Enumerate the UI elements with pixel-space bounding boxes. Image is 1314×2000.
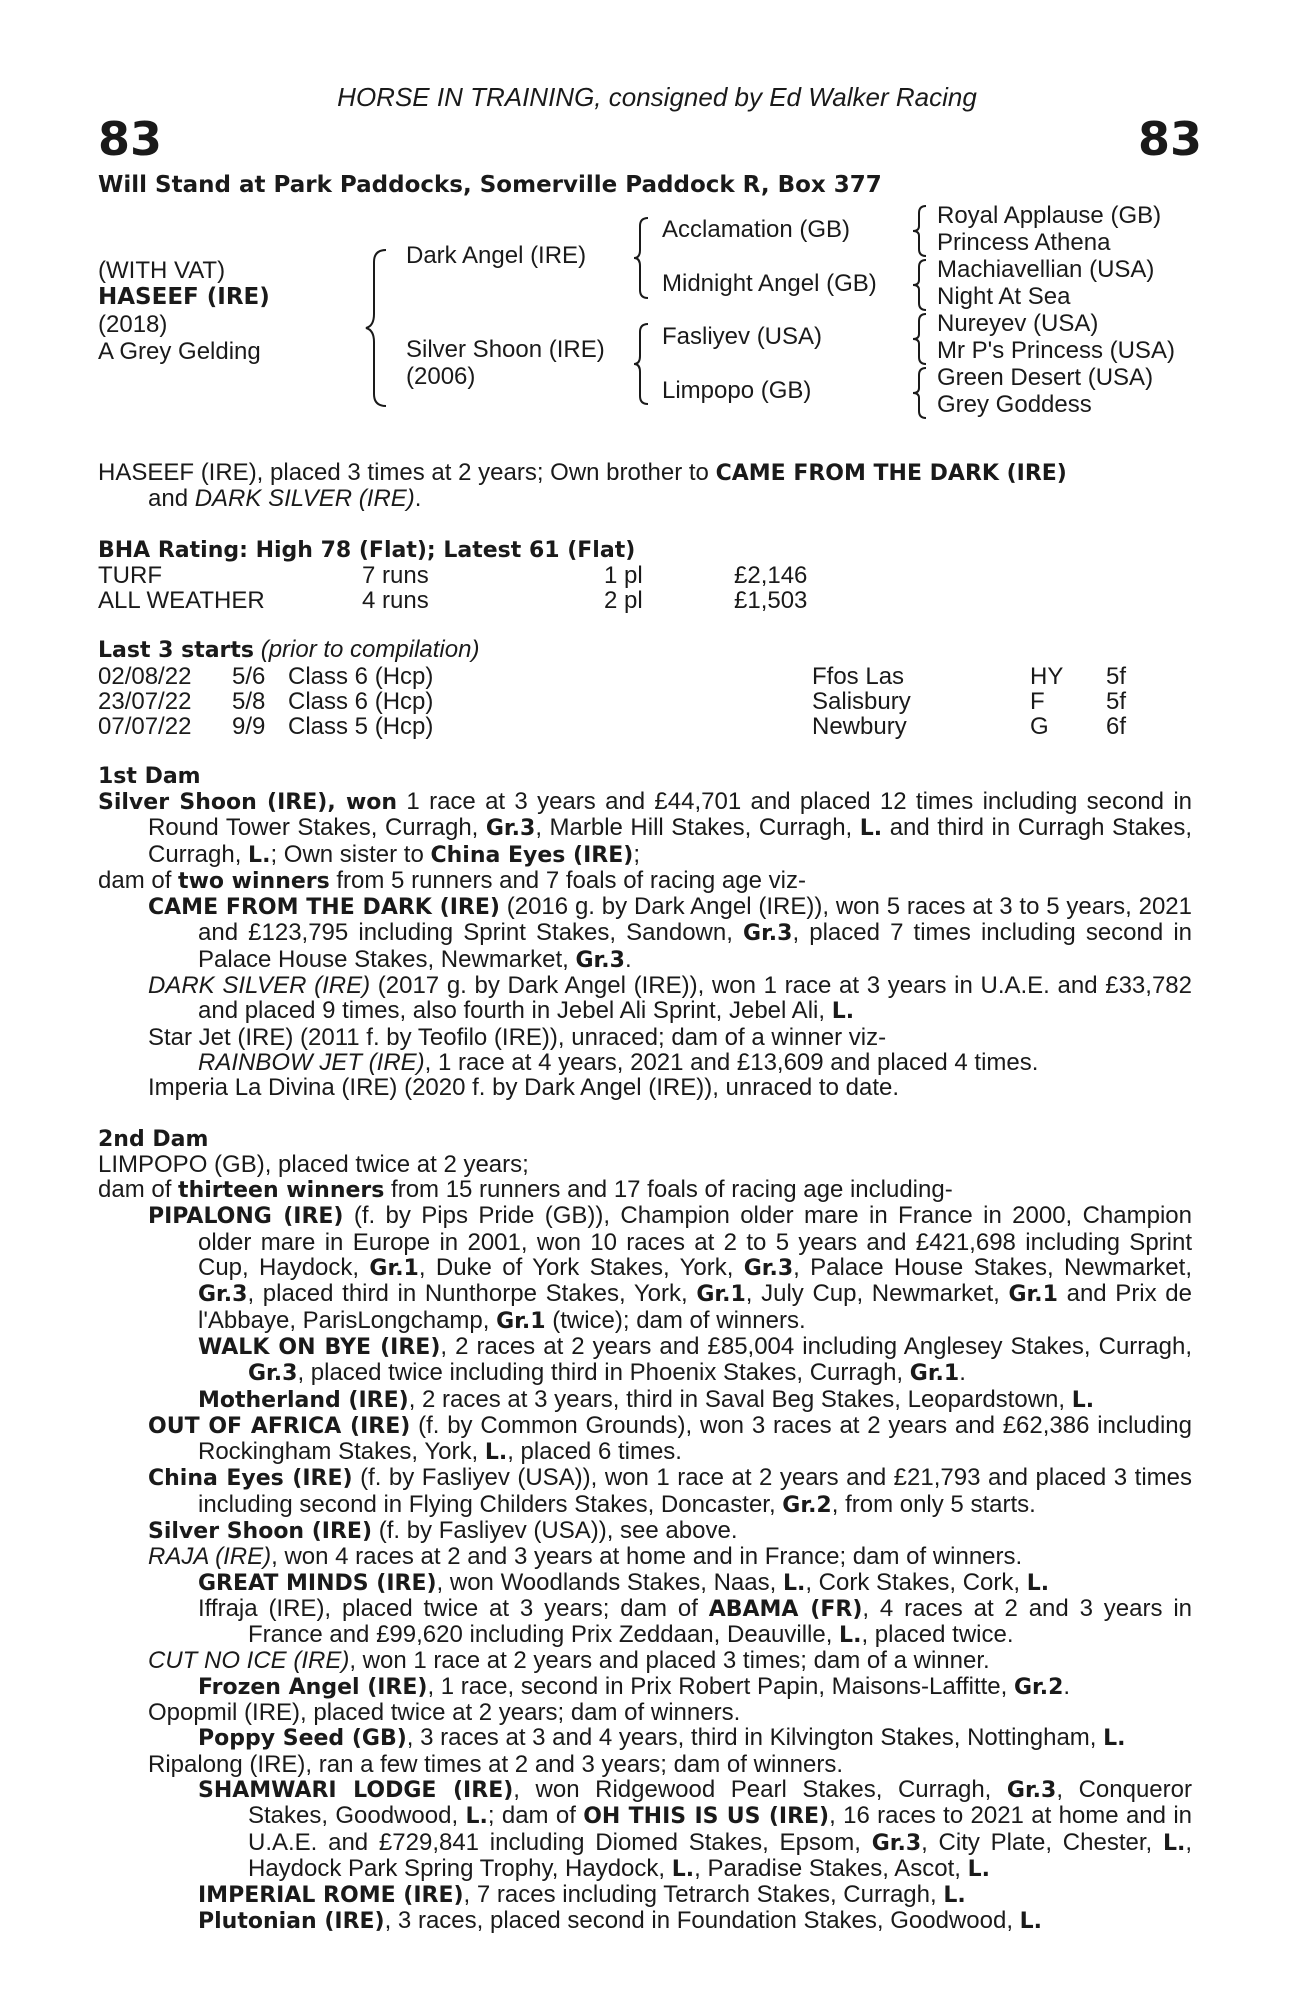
g3-ancestor: Grey Goddess [937, 391, 1092, 418]
produce-entry: Imperia La Divina (IRE) (2020 f. by Dark Angel (IRE)), unraced to date. [148, 1074, 899, 1102]
g3-ancestor: Mr P's Princess (USA) [937, 337, 1175, 364]
pedigree-brace-g3-1 [910, 204, 930, 258]
produce-entry: CAME FROM THE DARK (IRE) (2016 g. by Dark Angel (IRE)), won 5 races at 3 to 5 years, 2021 and £123,795 including Sprint Stakes, Sandown, Gr.3, placed 7 times including second in Palace House Stakes, Newmarket, Gr.3. [148, 893, 1192, 973]
pedigree-brace-dam [632, 322, 652, 406]
horse-description: A Grey Gelding [98, 338, 261, 365]
g3-ancestor: Royal Applause (GB) [937, 202, 1162, 229]
g3-ancestor: Machiavellian (USA) [937, 256, 1155, 283]
produce-entry: Opopmil (IRE), placed twice at 2 years; dam of winners. [148, 1699, 741, 1727]
produce-entry: CUT NO ICE (IRE), won 1 race at 2 years and placed 3 times; dam of a winner. [148, 1647, 990, 1675]
summary-paragraph: HASEEF (IRE), placed 3 times at 2 years; Own brother to CAME FROM THE DARK (IRE) and DARK SILVER (IRE). [98, 459, 1067, 513]
produce-entry: Ripalong (IRE), ran a few times at 2 and 3 years; dam of winners. [148, 1750, 843, 1778]
produce-entry: Silver Shoon (IRE) (f. by Fasliyev (USA)), see above. [148, 1516, 738, 1544]
vat-note: (WITH VAT) [98, 257, 226, 284]
dam-name: Silver Shoon (IRE) [406, 336, 605, 363]
produce-entry: Poppy Seed (GB), 3 races at 3 and 4 years, third in Kilvington Stakes, Nottingham, L. [198, 1724, 1126, 1752]
produce-entry: SHAMWARI LODGE (IRE), won Ridgewood Pearl Stakes, Curragh, Gr.3, Conqueror Stakes, Goodwood, L.; dam of OH THIS IS US (IRE), 16 races to 2021 at home and in U.A.E. and £729,841 including Diomed Stakes, Epsom, Gr.3, City Plate, Chester, L., Haydock Park Spring Trophy, Haydock, L., Paradise Stakes, Ascot, L. [198, 1775, 1193, 1882]
produce-entry: Plutonian (IRE), 3 races, placed second in Foundation Stakes, Goodwood, L. [198, 1907, 1043, 1935]
pedigree-brace-g3-2 [910, 258, 930, 312]
dam-paragraph: Silver Shoon (IRE), won 1 race at 3 years and £44,701 and placed 12 times including second in Round Tower Stakes, Curragh, Gr.3, Marble Hill Stakes, Curragh, L. and third in Curragh Stakes, Curragh, L.; Own sister to China Eyes (IRE); [98, 787, 1193, 868]
dam-paragraph: dam of thirteen winners from 15 runners and 17 foals of racing age including- [98, 1176, 953, 1204]
dam-year: (2006) [406, 363, 476, 390]
produce-entry: WALK ON BYE (IRE), 2 races at 2 years and £85,004 including Anglesey Stakes, Curragh, Gr.3, placed twice including third in Phoenix Stakes, Curragh, Gr.1. [198, 1332, 1192, 1387]
pedigree-brace-g3-3 [910, 312, 930, 366]
rating-row: ALL WEATHER 4 runs 2 pl £1,503 [98, 587, 808, 615]
dam-sire: Fasliyev (USA) [662, 323, 823, 350]
dam-paragraph: dam of two winners from 5 runners and 7 foals of racing age viz- [98, 866, 806, 894]
bha-rating-heading: BHA Rating: High 78 (Flat); Latest 61 (Flat) [98, 537, 636, 563]
dam-dam: Limpopo (GB) [662, 377, 812, 404]
produce-entry: Motherland (IRE), 2 races at 3 years, third in Saval Beg Stakes, Leopardstown, L. [198, 1385, 1095, 1413]
sire-sire: Acclamation (GB) [662, 216, 851, 243]
produce-entry: OUT OF AFRICA (IRE) (f. by Common Grounds), won 3 races at 2 years and £62,386 including Rockingham Stakes, York, L., placed 6 times. [148, 1411, 1192, 1466]
pedigree-brace-g3-4 [910, 366, 930, 420]
stand-location: Will Stand at Park Paddocks, Somerville Paddock R, Box 377 [98, 172, 882, 198]
first-dam-heading: 1st Dam [98, 763, 201, 789]
produce-entry: GREAT MINDS (IRE), won Woodlands Stakes, Naas, L., Cork Stakes, Cork, L. [198, 1568, 1050, 1596]
pedigree-brace-main [364, 248, 390, 408]
dam-paragraph: LIMPOPO (GB), placed twice at 2 years; [98, 1150, 529, 1178]
produce-entry: DARK SILVER (IRE) (2017 g. by Dark Angel (IRE)), won 1 race at 3 years in U.A.E. and £33,782 and placed 9 times, also fourth in Jebel Ali Sprint, Jebel Ali, L. [148, 972, 1192, 1025]
pedigree-brace-sire [632, 216, 652, 300]
produce-entry: RAINBOW JET (IRE), 1 race at 4 years, 2021 and £13,609 and placed 4 times. [198, 1048, 1039, 1076]
g3-ancestor: Green Desert (USA) [937, 364, 1154, 391]
last-starts-heading: Last 3 starts (prior to compilation) [98, 636, 480, 664]
horse-year: (2018) [98, 311, 168, 338]
produce-entry: IMPERIAL ROME (IRE), 7 races including Tetrarch Stakes, Curragh, L. [198, 1881, 966, 1909]
start-row: 07/07/22 9/9 Class 5 (Hcp) Newbury G 6f [98, 713, 1127, 741]
rating-row: TURF 7 runs 1 pl £2,146 [98, 561, 808, 589]
sire-name: Dark Angel (IRE) [406, 242, 587, 269]
g3-ancestor: Nureyev (USA) [937, 310, 1099, 337]
page-header-title: HORSE IN TRAINING, consigned by Ed Walker Racing [337, 82, 977, 112]
sire-dam: Midnight Angel (GB) [662, 270, 877, 297]
produce-entry: Iffraja (IRE), placed twice at 3 years; dam of ABAMA (FR), 4 races at 2 and 3 years in France and £99,620 including Prix Zeddaan, Deauville, L., placed twice. [198, 1594, 1193, 1649]
start-row: 02/08/22 5/6 Class 6 (Hcp) Ffos Las HY 5f [98, 662, 1127, 690]
produce-entry: China Eyes (IRE) (f. by Fasliyev (USA)), won 1 race at 2 years and £21,793 and placed 3 times including second in Flying Childers Stakes, Doncaster, Gr.2, from only 5 starts. [148, 1464, 1192, 1518]
produce-entry: RAJA (IRE), won 4 races at 2 and 3 years at home and in France; dam of winners. [148, 1543, 1023, 1571]
produce-entry: Frozen Angel (IRE), 1 race, second in Prix Robert Papin, Maisons-Laffitte, Gr.2. [198, 1672, 1071, 1700]
produce-entry: Star Jet (IRE) (2011 f. by Teofilo (IRE)), unraced; dam of a winner viz- [148, 1023, 887, 1051]
horse-name: HASEEF (IRE) [98, 284, 270, 310]
g3-ancestor: Princess Athena [937, 229, 1111, 256]
lot-number-left: 83 [98, 112, 163, 166]
g3-ancestor: Night At Sea [937, 283, 1071, 310]
lot-number-right: 83 [1137, 112, 1202, 166]
summary-block [98, 460, 1192, 1935]
second-dam-heading: 2nd Dam [98, 1126, 209, 1152]
produce-entry: PIPALONG (IRE) (f. by Pips Pride (GB)), Champion older mare in France in 2000, Champion older mare in Europe in 2001, won 10 races at 2 to 5 years and £421,698 including Sprint Cup, Haydock, Gr.1, Duke of York Stakes, York, Gr.3, Palace House Stakes, Newmarket, Gr.3, placed third in Nunthorpe Stakes, York, Gr.1, July Cup, Newmarket, Gr.1 and Prix de l'Abbaye, ParisLongchamp, Gr.1 (twice); dam of winners. [148, 1202, 1192, 1334]
start-row: 23/07/22 5/8 Class 6 (Hcp) Salisbury F 5f [98, 688, 1127, 716]
